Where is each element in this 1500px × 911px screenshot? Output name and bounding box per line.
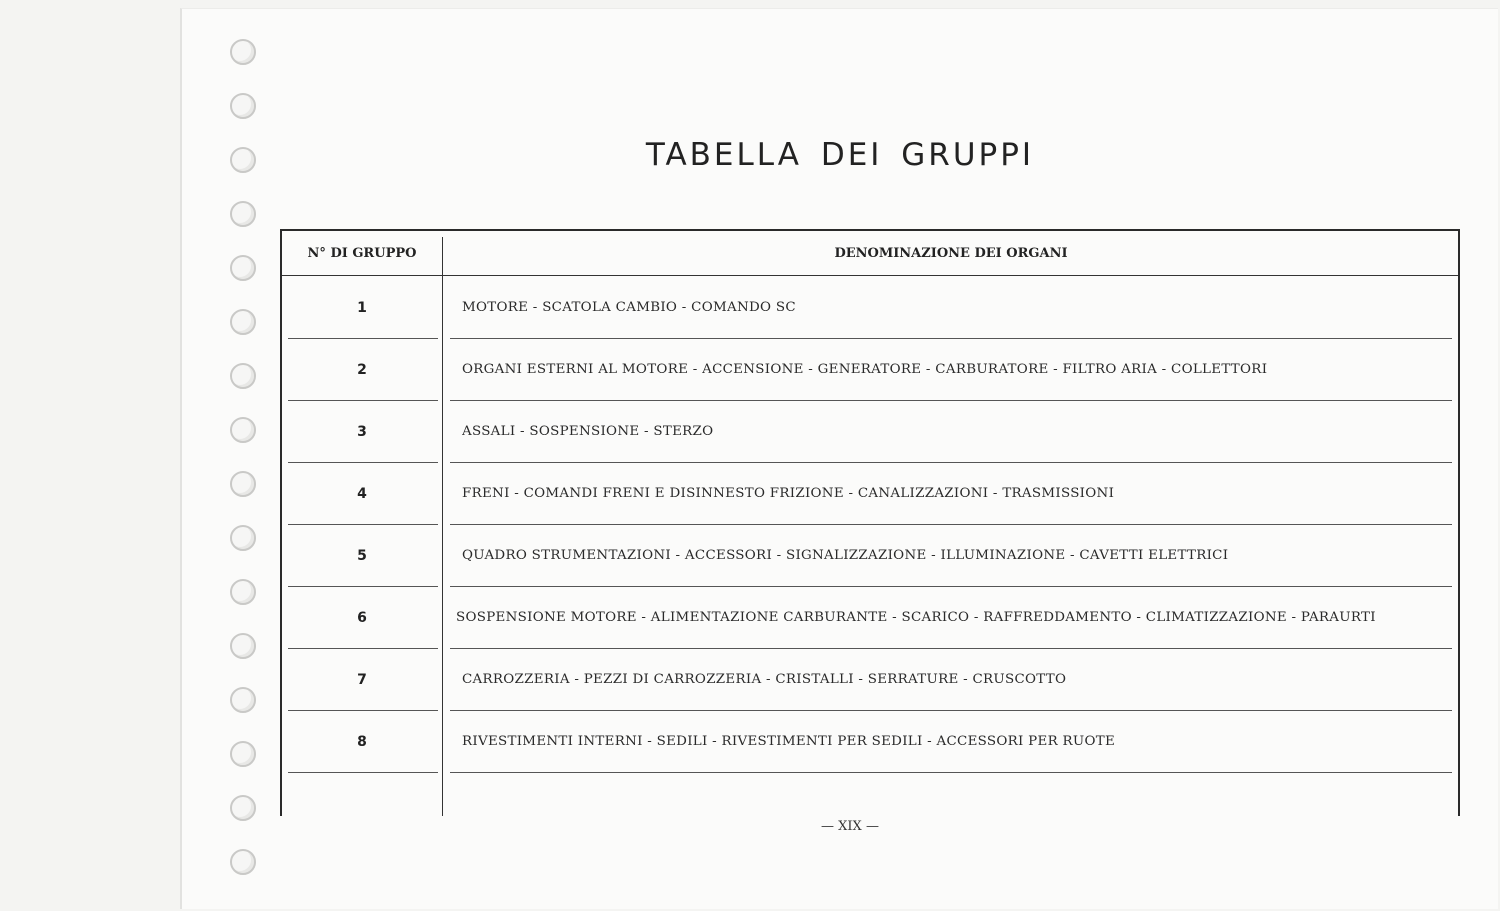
binder-hole	[230, 525, 256, 551]
table-row	[282, 277, 1458, 339]
binder-hole	[230, 579, 256, 605]
binder-hole	[230, 633, 256, 659]
table-row	[282, 525, 1458, 587]
binder-hole	[230, 201, 256, 227]
binder-hole	[230, 93, 256, 119]
header-group-number: N° DI GRUPPO	[307, 246, 417, 261]
group-description: FRENI - COMANDI FRENI E DISINNESTO FRIZIONE - CANALIZZAZIONI - TRASMISSIONI	[462, 486, 1115, 501]
row-divider	[450, 772, 1452, 773]
group-number: 7	[357, 672, 367, 688]
table-row	[282, 401, 1458, 463]
group-number: 3	[357, 424, 367, 440]
table-row	[282, 711, 1458, 773]
document-page	[180, 8, 1498, 909]
page-title: TABELLA DEI GRUPPI	[645, 137, 1035, 173]
binder-hole	[230, 417, 256, 443]
table-row	[282, 463, 1458, 525]
group-description: RIVESTIMENTI INTERNI - SEDILI - RIVESTIMENTI PER SEDILI - ACCESSORI PER RUOTE	[462, 734, 1116, 749]
group-description: ASSALI - SOSPENSIONE - STERZO	[462, 424, 714, 439]
group-number: 2	[357, 362, 367, 378]
group-number: 5	[357, 548, 367, 564]
binder-hole	[230, 363, 256, 389]
binder-hole	[230, 795, 256, 821]
group-description: QUADRO STRUMENTAZIONI - ACCESSORI - SIGNALIZZAZIONE - ILLUMINAZIONE - CAVETTI ELETTRICI	[462, 548, 1229, 563]
table-row	[282, 339, 1458, 401]
group-number: 1	[357, 300, 367, 316]
group-description: CARROZZERIA - PEZZI DI CARROZZERIA - CRISTALLI - SERRATURE - CRUSCOTTO	[462, 672, 1067, 687]
binder-hole	[230, 471, 256, 497]
binder-hole	[230, 687, 256, 713]
row-divider	[288, 772, 438, 773]
binder-hole	[230, 741, 256, 767]
group-description: ORGANI ESTERNI AL MOTORE - ACCENSIONE - GENERATORE - CARBURATORE - FILTRO ARIA - COLLETTORI	[462, 362, 1268, 377]
table-header	[282, 231, 1458, 276]
binder-hole	[230, 39, 256, 65]
group-description: MOTORE - SCATOLA CAMBIO - COMANDO SC	[462, 300, 796, 315]
binder-hole	[230, 255, 256, 281]
table-row	[282, 587, 1458, 649]
groups-table	[280, 229, 1460, 816]
binder-hole	[230, 849, 256, 875]
group-number: 6	[357, 610, 367, 626]
group-number: 8	[357, 734, 367, 750]
binder-hole	[230, 309, 256, 335]
header-description: DENOMINAZIONE DEI ORGANI	[834, 246, 1068, 261]
group-number: 4	[357, 486, 367, 502]
page-number: — XIX —	[821, 819, 879, 834]
group-description: SOSPENSIONE MOTORE - ALIMENTAZIONE CARBURANTE - SCARICO - RAFFREDDAMENTO - CLIMATIZZAZIONE - PARAURTI	[456, 610, 1376, 625]
table-row	[282, 649, 1458, 711]
